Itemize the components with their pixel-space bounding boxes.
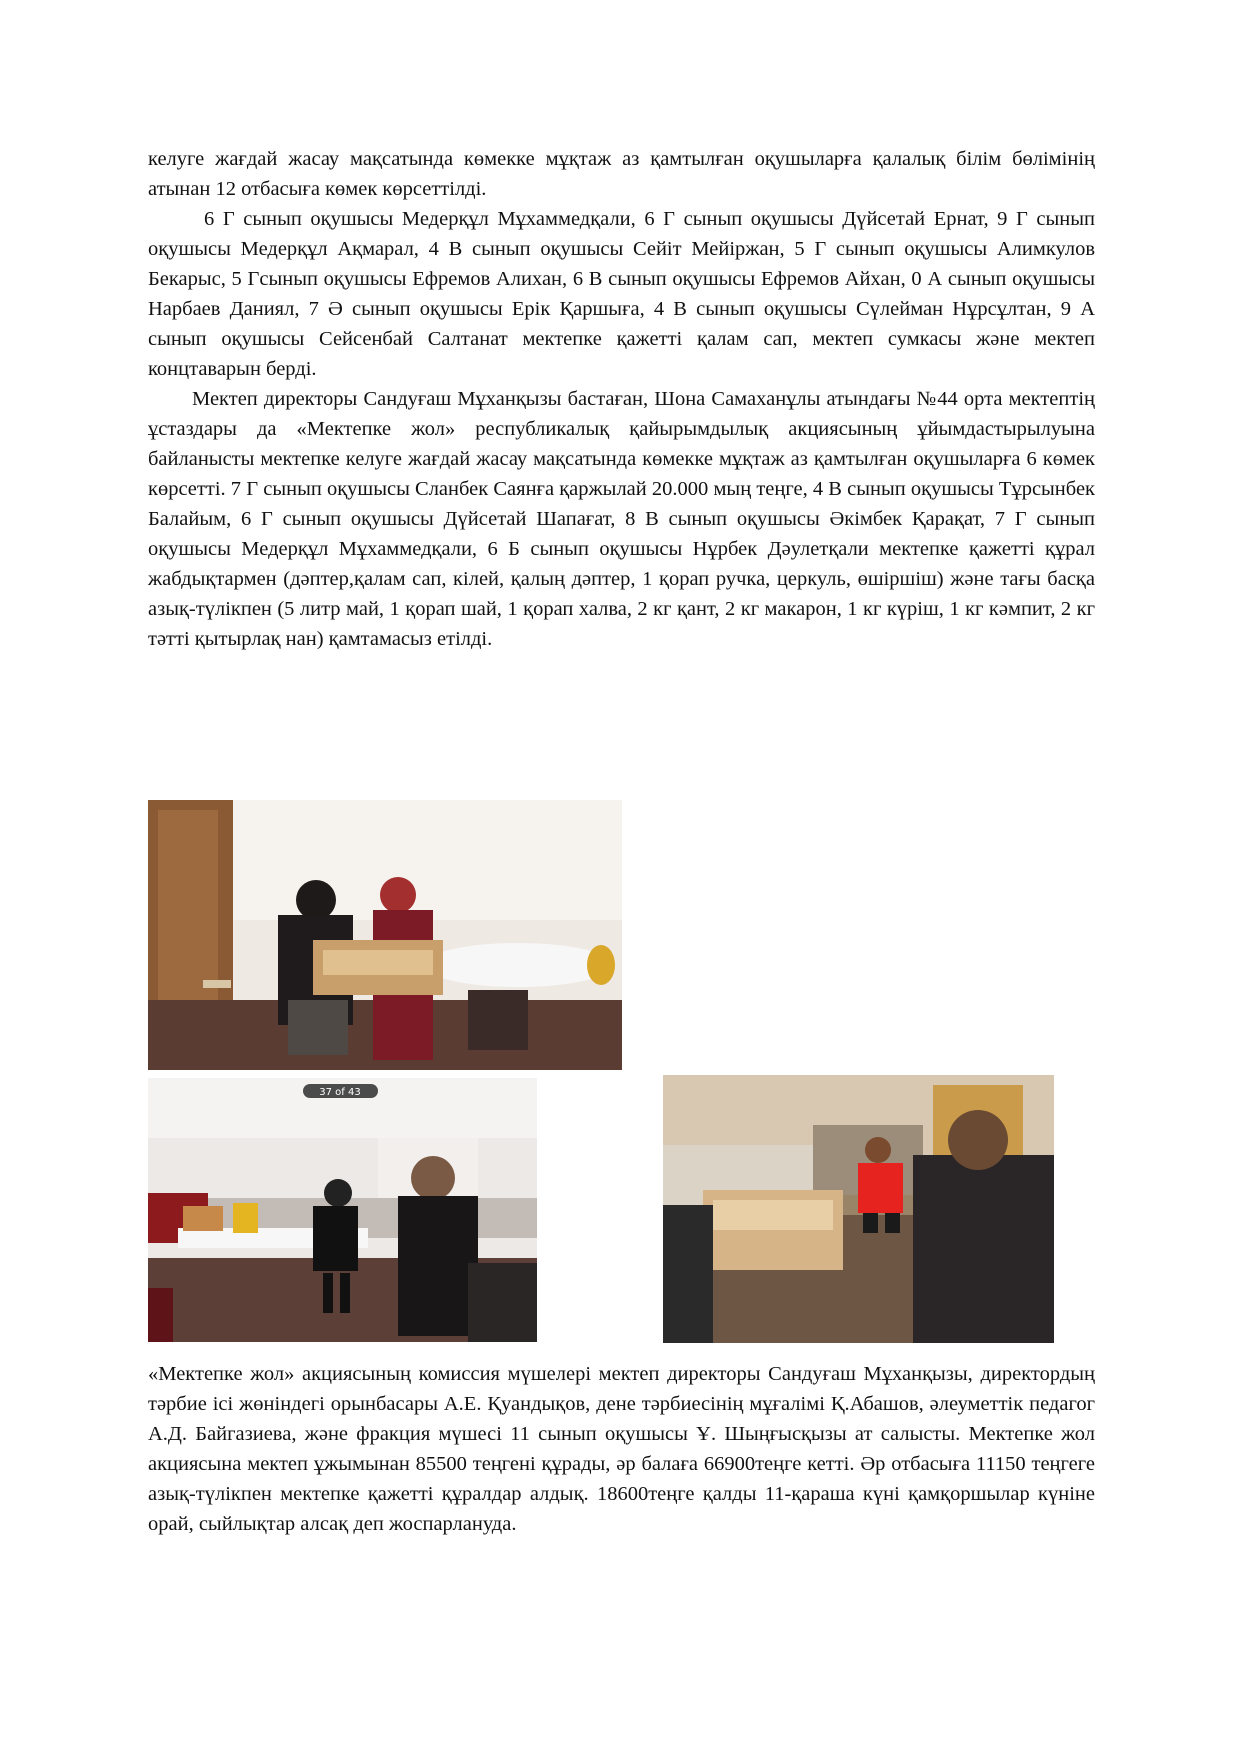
paragraph-intro: келуге жағдай жасау мақсатында көмекке мұқтаж аз қамтылған оқушыларға қалалық білім бөлімінің атынан 12 отбасыға көмек көрсеттілді. — [148, 148, 1095, 200]
photo-boy-box — [663, 1075, 1054, 1343]
photo-box-handover — [148, 800, 622, 1070]
caption-text: «Мектепке жол» акциясының комиссия мүшелері мектеп директоры Сандуғаш Мұханқызы, директордың тәрбие ісі жөніндегі орынбасары А.Е. Қуандықов, дене тәрбиесінің мұғалімі Қ.Абашов, әлеуметтік педагог А.Д. Байгазиева, және фракция мүшесі 11 сынып оқушысы Ұ. Шыңғысқызы ат салысты. Мектепке жол акциясына мектеп ұжымынан 85500 теңгені құрады, әр балаға 66900теңге кетті. Әр отбасыға 11150 теңгеге азық-түлікпен мектепке қажетті құралдар алдық. 18600теңге қалды 11-қараша күні қамқоршылар күніне орай, сыйлықтар алсақ деп жоспарлануда. — [148, 1363, 1095, 1535]
document-body — [148, 144, 1095, 654]
photo-counter-label: 37 of 43 — [319, 1087, 361, 1098]
paragraph-students-list: 6 Г сынып оқушысы Медерқұл Мұхаммедқали, 6 Г сынып оқушысы Дүйсетай Ернат, 9 Г сынып оқушысы Медерқұл Ақмарал, 4 В сынып оқушысы Сейіт Мейіржан, 5 Г сынып оқушысы Алимкулов Бекарыс, 5 Гсынып оқушысы Ефремов Алихан, 6 В сынып оқушысы Ефремов Айхан, 0 А сынып оқушысы Нарбаев Даниял, 7 Ә сынып оқушысы Ерік Қаршыға, 4 В сынып оқушысы Сүлейман Нұрсұлтан, 9 А сынып оқушысы Сейсенбай Салтанат мектепке қажетті қалам сап, мектеп сумкасы және мектеп концтаварын берді. — [148, 208, 1095, 380]
paragraph-school-help: Мектеп директоры Сандуғаш Мұханқызы бастаған, Шона Самаханұлы атындағы №44 орта мектептің ұстаздары да «Мектепке жол» республикалық қайырымдылық акциясының ұйымдастырылуына байланысты мектепке келуге жағдай жасау мақсатында көмекке мұқтаж аз қамтылған оқушыларға 6 көмек көрсетті. 7 Г сынып оқушысы Сланбек Саянға қаржылай 20.000 мың теңге, 4 В сынып оқушысы Тұрсынбек Балайым, 6 Г сынып оқушысы Дүйсетай Шапағат, 8 В сынып оқушысы Әкімбек Қарақат, 7 Г сынып оқушысы Медерқұл Мұхаммедқали, 6 Б сынып оқушысы Нұрбек Дәулетқали мектепке қажетті құрал жабдықтармен (дәптер,қалам сап, кілей, қалың дәптер, 1 қорап ручка, церкуль, өшіршіш) және тағы басқа азық-түлікпен (5 литр май, 1 қорап шай, 1 қорап халва, 2 кг қант, 2 кг макарон, 1 кг күріш, 1 кг кәмпит, 2 кг тәтті қытырлақ нан) қамтамасыз етілді. — [148, 388, 1095, 650]
photo-caption — [148, 1359, 1095, 1539]
photo-room-gift — [148, 1078, 537, 1342]
